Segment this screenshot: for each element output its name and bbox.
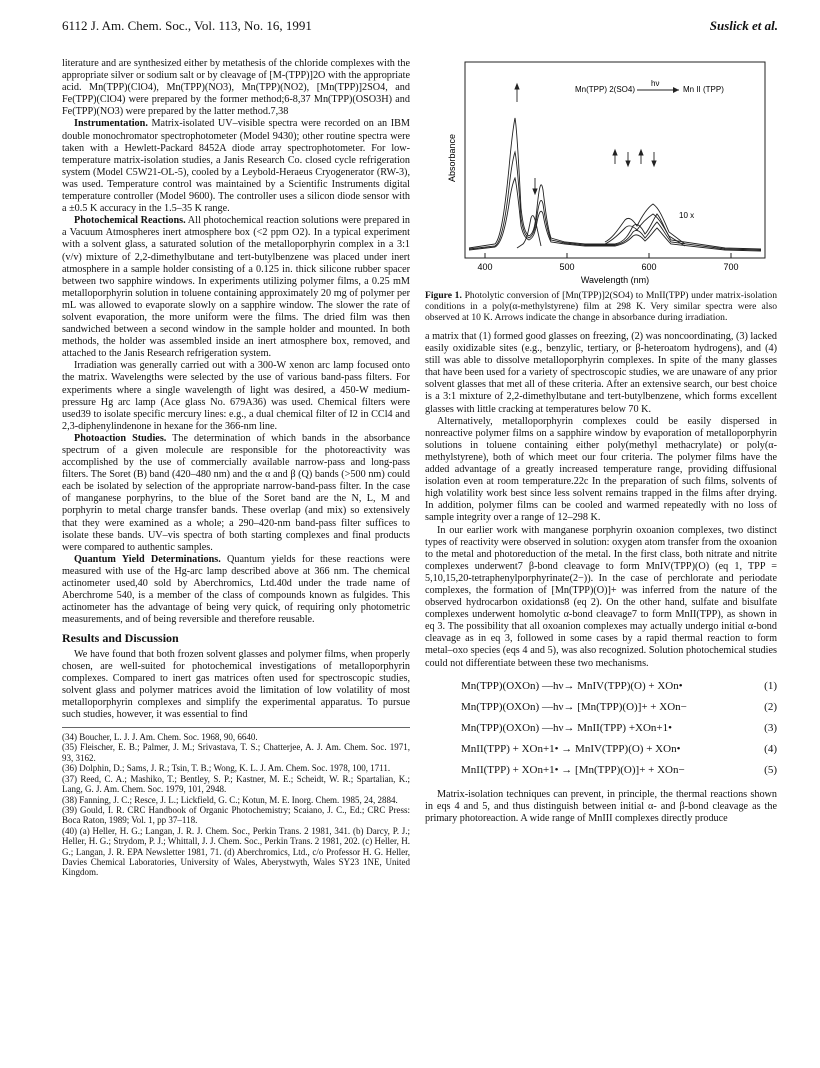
equation-text: Mn(TPP)(OXOn) —hν→ MnIV(TPP)(O) + XOn• <box>461 679 683 692</box>
change-arrows <box>515 84 656 194</box>
spectrum-line <box>469 178 761 251</box>
irradiation-paragraph: Irradiation was generally carried out with a 300-W xenon arc lamp focused onto the matrix. Wavelengths were selected by the use of various band-pass filters. For experiments where a single wavelength of light was desired, a 450-W medium-pressure Hg arc lamp (Ace glass No. 679A36) was used. Chemical filters were used39 to isolate specific mercury lines: e.g., a dual chemical filter of I2 in CCl4 and 2,3-diphenylindenone in hexane for the 366-nm line. <box>62 360 410 432</box>
photochemical-paragraph <box>62 215 410 360</box>
equation-number: (4) <box>764 742 777 755</box>
reference-item: (36) Dolphin, D.; Sams, J. R.; Tsin, T. B.; Wong, K. L. J. Am. Chem. Soc. 1978, 100, 1711. <box>62 763 391 774</box>
matrix-isolation-paragraph: Matrix-isolation techniques can prevent, in principle, the thermal reactions shown in eqs 4 and 5, and thus distinguish between initial α- and β-bond cleavage as the primary photoreaction. A wide range of MnIII complexes directly produce <box>425 788 777 824</box>
photochemical-heading: Photochemical Reactions. <box>74 215 186 227</box>
spectrum-traces <box>469 118 761 251</box>
photoaction-text: The determination of which bands in the absorbance spectrum of a given molecule are responsible for the photoreactivity was accomplished by the use of commercially available narrow-pass and long-pass filters. The Soret (B) band (420–480 nm) and the α and β (Q) bands (>500 nm) could each be isolated by selection of the appropriate narrow-band-pass filter. In the case of manganese porphyrins, to the blue of the Soret band are the N, L, M and porphyrin to metal charge transfer bands. These overlap (and mix) so extensively that they were examined as a whole; a 290–420-nm band-pass filter suffices to isolate these bands. UV–vis spectra of both starting complexes and final products were compared to authentic samples. <box>62 432 410 553</box>
arrow-down-icon <box>626 161 630 166</box>
spectrum-plot <box>425 58 777 286</box>
polymer-films-paragraph: Alternatively, metalloporphyrin complexes could be easily dispersed in nonreactive polymer films on a sapphire window by evaporation of metalloporphyrin solutions in toluene containing either poly(methyl methacrylate) or poly(α-methylstyrene), both of which meet our four criteria. The polymer films have the added advantage of a greatly increased temperature range, providing diffusional isolation even at room temperature.22c In the preparation of such films, solvents of high volatility work best since less solvent remains trapped in the films after drying. In addition, polymer films can be cooled and warmed repeatedly with no loss of sample integrity over a range of 12–298 K. <box>425 415 777 524</box>
reference-item: (37) Reed, C. A.; Mashiko, T.; Bentley, S. P.; Kastner, M. E.; Scheidt, W. R.; Spartalian, K.; Lang, G. J. Am. Chem. Soc. 1979, 101, 2948. <box>62 773 410 795</box>
equation-3 <box>425 720 777 741</box>
reaction-reactant: Mn(TPP) 2(SO4) <box>575 85 636 94</box>
intro-paragraph: literature and are synthesized either by metathesis of the chloride complexes with the appropriate silver or sodium salt or by cleavage of [M-(TPP)]2O with the appropriate acid. Mn(TPP)(ClO4), Mn(TPP)(NO3), Mn(TPP)(NO2), [Mn(TPP)]2SO4, and Fe(TPP)(ClO4) were prepared by the former method;6-8,37 Mn(TPP)(OSO3H) and Fe(TPP)(NO3) were prepared by the latter method.7,38 <box>62 58 410 118</box>
arrow-up-icon <box>515 84 519 89</box>
equation-2 <box>425 699 777 720</box>
figure-caption-label: Figure 1. <box>425 290 462 301</box>
tick-label-700: 700 <box>723 262 739 272</box>
quantum-yield-heading: Quantum Yield Determinations. <box>74 553 221 565</box>
equation-number: (2) <box>764 700 777 713</box>
reaction-hv: hν <box>651 79 660 88</box>
equation-number: (5) <box>764 763 777 776</box>
right-column <box>425 58 777 825</box>
equation-5 <box>425 762 777 783</box>
reaction-product: Mn II (TPP) <box>683 85 724 94</box>
matrix-criteria-paragraph: a matrix that (1) formed good glasses on freezing, (2) was noncoordinating, (3) lacked easily oxidizable sites (e.g., benzylic, tertiary, or β-heteroatom hydrogens), and (4) still was able to dissolve metalloporphyrin complexes. In spite of the many glasses that have been used for a variety of spectroscopic studies, we are unaware of any prior solvent glasses that met all of these criteria. After an extensive search, our best choice is a 3:1 mixture of 2,2-dimethylbutane and tert-butylbenzene, which forms excellent glasses with little cracking at temperatures below 70 K. <box>425 331 777 415</box>
quantum-yield-paragraph <box>62 554 410 627</box>
journal-citation: 6112 J. Am. Chem. Soc., Vol. 113, No. 16, 1991 <box>62 18 312 33</box>
equation-text: Mn(TPP)(OXOn) —hν→ MnII(TPP) +XOn+1• <box>461 721 672 734</box>
reference-item: (40) (a) Heller, H. G.; Langan, J. R. J. Chem. Soc., Perkin Trans. 2 1981, 341. (b) Darcy, P. J.; Heller, H. G.; Strydom, P. J.; Whittall, J. J. Chem. Soc., Perkin Trans. 2 1981, 202. (c) Heller, H. G.; Langan, J. R. EPA Newsletter 1981, 71. (d) Aberchromics, Ltd., c/o Professor H. G. Heller, Davies Chemical Laboratories, University of Wales, Aberystwyth, Wales SY23 1NE, United Kingdom. <box>62 825 410 878</box>
equation-text: Mn(TPP)(OXOn) —hν→ [Mn(TPP)(O)]+ + XOn− <box>461 700 687 713</box>
figure-caption-text: Photolytic conversion of [Mn(TPP)]2(SO4) to MnII(TPP) under matrix-isolation conditions in a poly(α-methylstyrene) film at 298 K. Very similar spectra were also observed at 10 K. Arrows indicate the change in absorbance during irradiation. <box>425 290 777 323</box>
reaction-arrow-head <box>673 87 679 93</box>
results-heading: Results and Discussion <box>62 631 179 646</box>
arrow-down-icon <box>533 189 537 194</box>
instrumentation-heading: Instrumentation. <box>74 118 148 130</box>
photoaction-heading: Photoaction Studies. <box>74 432 167 444</box>
author-running-head: Suslick et al. <box>709 18 778 33</box>
equation-4 <box>425 741 777 762</box>
figure-1 <box>425 58 777 286</box>
quantum-yield-text: Quantum yields for these reactions were measured with use of the Hg-arc lamp described above at 366 nm. The chemical actinometer used,40 sold by Aberchromics, Ltd.40d under the trade name of Aberchrome 540, is a member of the class of compounds known as fulgides. This actinometer has the advantage of being very quick, of requiring only photometric measurements, and of being reversible and therefore reusable. <box>62 553 410 626</box>
results-paragraph: We have found that both frozen solvent glasses and polymer films, when properly chosen, are well-suited for photochemical investigations of metalloporphyrin complexes. Compared to inert gas matrices often used for spectroscopic studies, solvent glass and polymer matrices avoid the limitation of low volatility of most metalloporphyrin complexes and simplify the experimental apparatus. To pursue such studies, however, it was essential to find <box>62 648 410 720</box>
spectrum-line <box>469 152 761 250</box>
inset-magnification-label: 10 x <box>679 211 695 220</box>
x-axis-ticks <box>485 253 731 258</box>
y-axis-label: Absorbance <box>447 133 457 183</box>
reactivity-paragraph: In our earlier work with manganese porphyrin oxoanion complexes, two distinct types of reactivity were observed in solution: oxygen atom transfer from the oxoanion to the metal and photoreduction of the metal. In the first class, both nitrate and nitrite complexes underwent7 β-bond cleavage to form MnIV(TPP)(O) (eq 1, TPP = 5,10,15,20-tetraphenylporphyrinate(2−)). In the case of perchlorate and periodate complexes, the formation of [Mn(TPP)(O)]+ was inferred from the nature of the observed hydrocarbon oxidations8 (eq 2). On the other hand, sulfate and bisulfate complexes underwent homolytic α-bond cleavage7 to form MnII(TPP), as shown in eq 3. The possibility that all oxoanion complexes may actually undergo initial α-bond cleavage as in eq 3, followed in some cases by a rapid thermal reaction to form metal–oxo species (eqs 4 and 5), was also recognized. Solution photochemical studies could not differentiate between these two mechanisms. <box>425 524 777 669</box>
arrow-up-icon <box>639 150 643 155</box>
equation-number: (1) <box>764 679 777 692</box>
reference-item: (35) Fleischer, E. B.; Palmer, J. M.; Srivastava, T. S.; Chatterjee, A. J. Am. Chem. Soc. 1971, 93, 3162. <box>62 742 410 763</box>
figure-caption <box>425 290 777 323</box>
tick-label-400: 400 <box>477 262 493 272</box>
equation-text: MnII(TPP) + XOn+1• → [Mn(TPP)(O)]+ + XOn− <box>461 763 685 776</box>
reference-item: (34) Boucher, L. J. J. Am. Chem. Soc. 1968, 90, 6640. <box>62 732 258 743</box>
photoaction-paragraph <box>62 433 410 554</box>
reference-item: (39) Gould, I. R. CRC Handbook of Organic Photochemistry; Scaiano, J. C., Ed.; CRC Press: Boca Raton, 1989; Vol. 1, pp 37–118. <box>62 804 410 826</box>
instrumentation-text: Matrix-isolated UV–visible spectra were recorded on an IBM double monochromator spectrophotometer (Model 9430); other routine spectra were taken with a Hewlett-Packard 8452A diode array spectrophotometer. For low-temperature matrix-isolation studies, a Janis Research Co. closed cycle refrigeration system (Model C5W21-OL-5), cooled by a Leybold-Heraeus Cryogenerator (RW-3), was used. Temperature control was maintained by a Scientific Instruments digital temperature controller (Model 9600). The controller uses a silicon diode sensor with a ±0.5 K accuracy in the 1.5–35 K range. <box>62 118 410 215</box>
left-column <box>62 58 410 878</box>
reference-item: (38) Fanning, J. C.; Resce, J. L.; Lickfield, G. C.; Kotun, M. E. Inorg. Chem. 1985, 24, 2884. <box>62 794 398 805</box>
equation-1 <box>425 678 777 699</box>
photochemical-text: All photochemical reaction solutions were prepared in a Vacuum Atmospheres inert atmosphere box (<2 ppm O2). In a typical experiment with a solvent glass, a saturated solution of the metalloporphyrin complex in a 3:1 (v/v) mixture of 2,2-dimethylbutane and tert-butylbenzene was placed under inert atmosphere in a sample holder consisting of a 0.125 in. thick silicone rubber spacer between two sapphire windows. In experiments utilizing polymer films, a 0.25 mM metalloporphyrin solution in toluene containing approximately 20 mg of polymer per mL was allowed to evaporate slowly on a sapphire window. The slower the rate of solvent evaporation, the more uniform were the films. The dried film was then sandwiched between a second window in the sample holder and mounted. In both methods, the holder was assembled inside an inert atmosphere box, removed, and attached to the Janis Research refrigeration system. <box>62 215 410 360</box>
tick-label-600: 600 <box>641 262 657 272</box>
equation-number: (3) <box>764 721 777 734</box>
equation-text: MnII(TPP) + XOn+1• → MnIV(TPP)(O) + XOn• <box>461 742 681 755</box>
x-axis-label: Wavelength (nm) <box>580 275 650 285</box>
arrow-down-icon <box>652 161 656 166</box>
tick-label-500: 500 <box>559 262 575 272</box>
references <box>62 727 410 878</box>
instrumentation-paragraph <box>62 118 410 215</box>
arrow-up-icon <box>613 150 617 155</box>
running-header <box>62 18 778 36</box>
